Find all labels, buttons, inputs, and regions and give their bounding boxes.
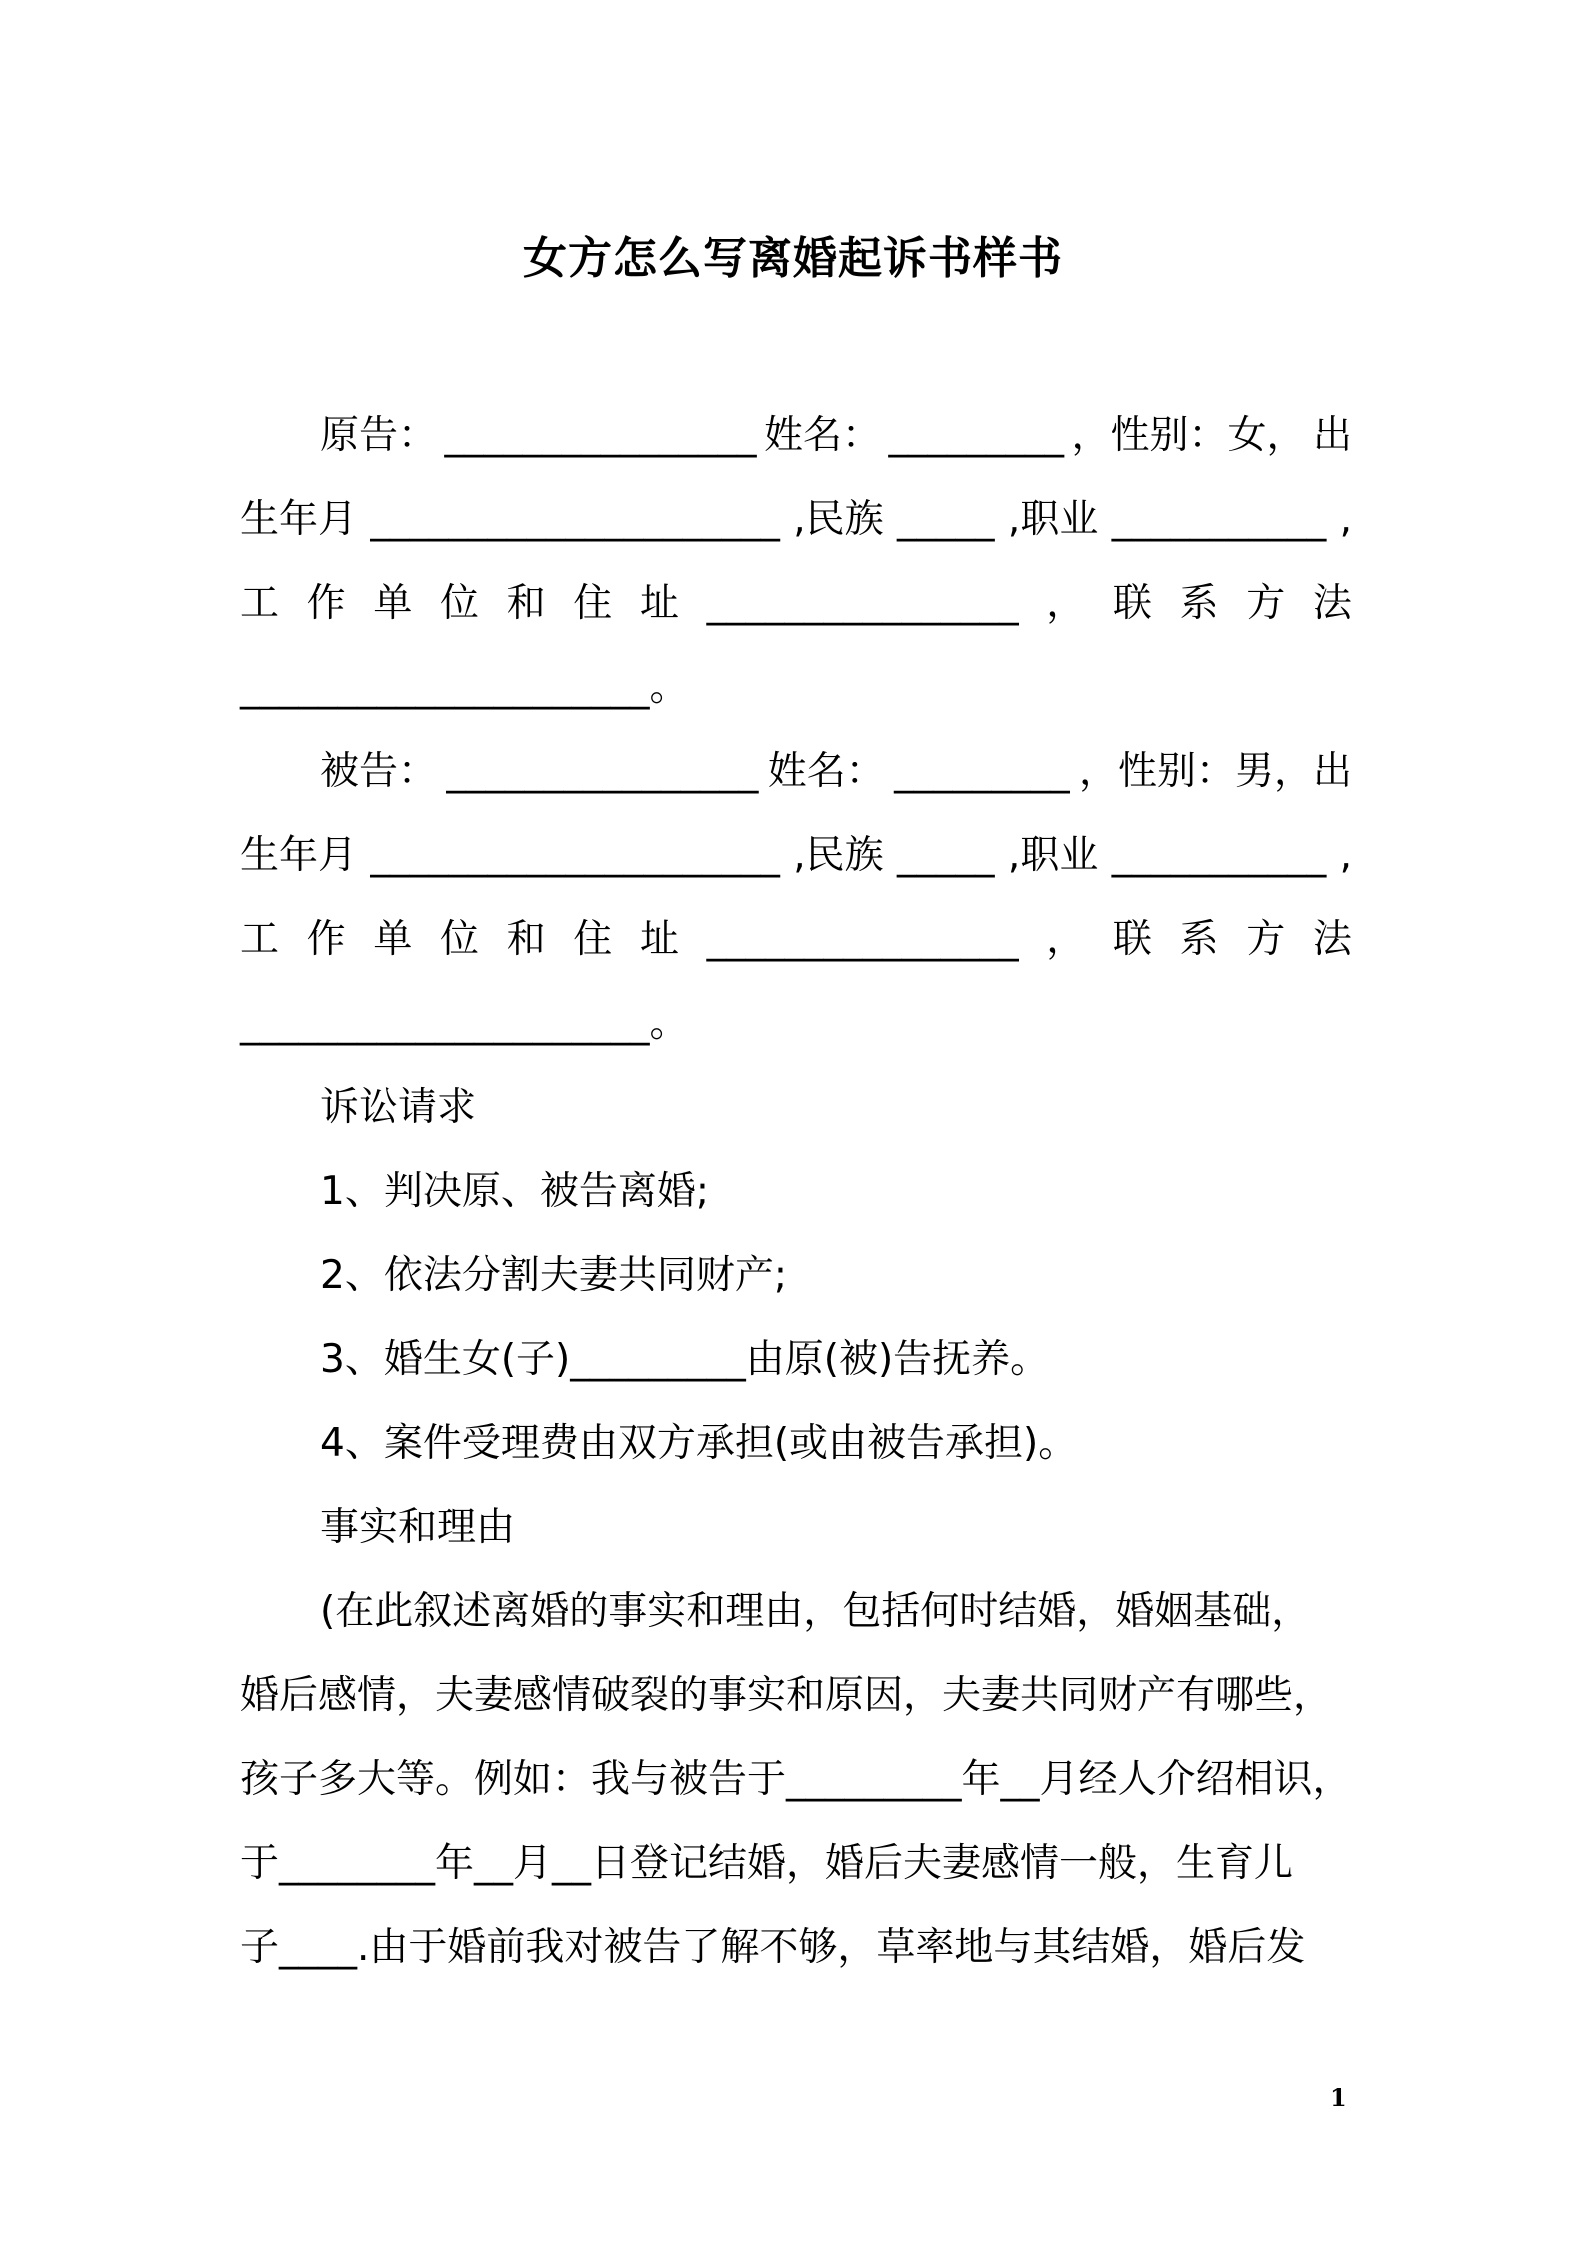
workplace-char: 住 (573, 917, 613, 962)
workplace-char: 工 (240, 581, 280, 626)
defendant-blank: ________________ (446, 749, 759, 794)
ethnicity-label: ,民族 (793, 497, 884, 542)
contact-char: 联 (1112, 581, 1152, 626)
comma: , (1339, 497, 1352, 542)
ethnicity-label: ,民族 (793, 833, 884, 878)
contact-char: 联 (1112, 917, 1152, 962)
occupation-label: ,职业 (1007, 833, 1099, 878)
plaintiff-name-label: 姓名： (763, 413, 881, 458)
workplace-char: 住 (573, 581, 613, 626)
workplace-char: 址 (639, 917, 679, 962)
facts-line: 婚后感情，夫妻感情破裂的事实和原因，夫妻共同财产有哪些， (240, 1673, 1333, 1718)
workplace-char: 址 (639, 581, 679, 626)
defendant-gender: ，性别：男，出 (1078, 749, 1352, 794)
claim-item: 1、判决原、被告离婚; (320, 1169, 709, 1214)
birth-date-label: 生年月 (240, 497, 358, 542)
defendant-name-label: 姓名： (767, 749, 885, 794)
contact-char: 法 (1312, 917, 1352, 962)
plaintiff-birth-start: 出 (1312, 413, 1352, 458)
workplace-blank: ________________ (706, 581, 1019, 626)
claim-item: 3、婚生女(子)_________由原(被)告抚养。 (320, 1337, 1050, 1382)
occupation-blank: ___________ (1111, 833, 1327, 878)
contact-char: 法 (1312, 581, 1352, 626)
workplace-char: 工 (240, 917, 280, 962)
claim-item: 4、案件受理费由双方承担(或由被告承担)。 (320, 1421, 1078, 1466)
contact-char: 方 (1246, 581, 1286, 626)
workplace-char: 和 (506, 917, 546, 962)
occupation-label: ,职业 (1007, 497, 1099, 542)
comma: ， (1046, 917, 1086, 962)
comma: ， (1046, 581, 1086, 626)
workplace-char: 位 (439, 581, 479, 626)
ethnicity-blank: _____ (897, 497, 995, 542)
claim-item: 2、依法分割夫妻共同财产; (320, 1253, 787, 1298)
workplace-blank: ________________ (706, 917, 1019, 962)
defendant-label: 被告： (320, 749, 438, 794)
workplace-char: 单 (373, 581, 413, 626)
occupation-blank: ___________ (1111, 497, 1327, 542)
plaintiff-name-blank: _________ (888, 413, 1064, 458)
contact-char: 系 (1179, 581, 1219, 626)
facts-line: 孩子多大等。例如：我与被告于_________年__月经人介绍相识， (240, 1757, 1352, 1802)
birth-date-blank: _____________________ (370, 497, 780, 542)
comma: , (1339, 833, 1352, 878)
workplace-char: 单 (373, 917, 413, 962)
plaintiff-line-2 (240, 494, 1352, 546)
contact-char: 系 (1179, 917, 1219, 962)
defendant-line-1 (320, 746, 1352, 798)
plaintiff-gender: ，性别：女， (1071, 413, 1306, 458)
facts-line: 于________年__月__日登记结婚，婚后夫妻感情一般，生育儿 (240, 1841, 1294, 1886)
workplace-char: 和 (506, 581, 546, 626)
birth-date-label: 生年月 (240, 833, 358, 878)
facts-line: (在此叙述离婚的事实和理由，包括何时结婚，婚姻基础， (320, 1589, 1311, 1634)
plaintiff-line-3 (240, 578, 1352, 630)
workplace-char: 作 (306, 581, 346, 626)
workplace-char: 作 (306, 917, 346, 962)
ethnicity-blank: _____ (897, 833, 995, 878)
defendant-name-blank: _________ (894, 749, 1070, 794)
plaintiff-label: 原告： (320, 413, 438, 458)
plaintiff-contact-blank: _____________________。 (240, 665, 689, 710)
document-title: 女方怎么写离婚起诉书样书 (523, 233, 1063, 284)
birth-date-blank: _____________________ (370, 833, 780, 878)
facts-heading: 事实和理由 (320, 1505, 516, 1550)
facts-line: 子____.由于婚前我对被告了解不够，草率地与其结婚，婚后发 (240, 1925, 1306, 1970)
defendant-line-3 (240, 914, 1352, 966)
page-number: 1 (1330, 2083, 1347, 2112)
workplace-char: 位 (439, 917, 479, 962)
claims-heading: 诉讼请求 (320, 1085, 477, 1130)
plaintiff-blank: ________________ (444, 413, 757, 458)
defendant-contact-blank: _____________________。 (240, 1001, 689, 1046)
defendant-line-2 (240, 830, 1352, 882)
plaintiff-line-1 (320, 410, 1352, 462)
contact-char: 方 (1246, 917, 1286, 962)
